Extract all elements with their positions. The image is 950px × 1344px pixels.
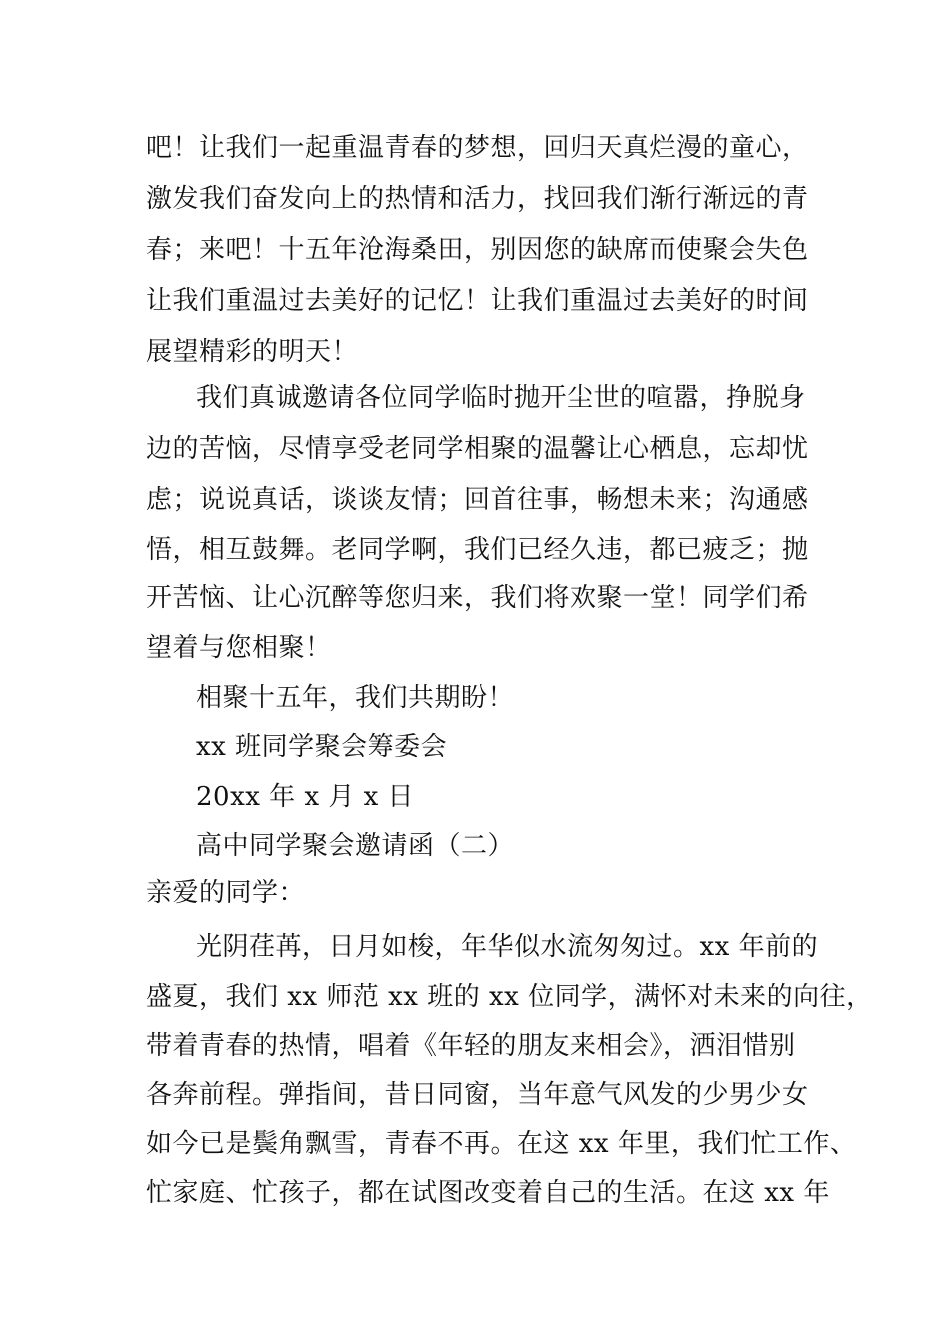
text-line: 吧！让我们一起重温青春的梦想，回归天真烂漫的童心， — [146, 133, 809, 163]
text-line: 悟，相互鼓舞。老同学啊，我们已经久违，都已疲乏；抛 — [146, 535, 809, 565]
paragraph-start-line: 光阴荏苒，日月如梭，年华似水流匆匆过。xx 年前的 — [196, 932, 819, 962]
text-line: 忙家庭、忙孩子，都在试图改变着自己的生活。在这 xx 年 — [146, 1178, 830, 1208]
text-line: 各奔前程。弹指间，昔日同窗，当年意气风发的少男少女 — [146, 1080, 809, 1110]
text-line: 边的苦恼，尽情享受老同学相聚的温馨让心栖息，忘却忧 — [146, 434, 809, 464]
salutation: 亲爱的同学： — [146, 878, 306, 908]
text-line: 望着与您相聚！ — [146, 633, 332, 663]
section-title: 高中同学聚会邀请函（二） — [196, 831, 515, 861]
paragraph-start-line: 我们真诚邀请各位同学临时抛开尘世的喧嚣，挣脱身 — [196, 383, 806, 413]
text-line: 带着青春的热情，唱着《年轻的朋友来相会》，洒泪惜别 — [146, 1031, 796, 1061]
text-line: 让我们重温过去美好的记忆！让我们重温过去美好的时间 — [146, 286, 809, 316]
text-line: 盛夏，我们 xx 师范 xx 班的 xx 位同学，满怀对未来的向往， — [146, 982, 873, 1012]
text-line: 展望精彩的明天！ — [146, 337, 359, 367]
text-line: 春；来吧！十五年沧海桑田，别因您的缺席而使聚会失色 — [146, 235, 809, 265]
closing-line: 相聚十五年，我们共期盼！ — [196, 683, 515, 713]
signature-organization: xx 班同学聚会筹委会 — [196, 732, 448, 762]
text-line: 开苦恼、让心沉醉等您归来，我们将欢聚一堂！同学们希 — [146, 583, 809, 613]
text-line: 虑；说说真话，谈谈友情；回首往事，畅想未来；沟通感 — [146, 485, 809, 515]
text-line: 如今已是鬓角飘雪，青春不再。在这 xx 年里，我们忙工作、 — [146, 1129, 857, 1159]
text-line: 激发我们奋发向上的热情和活力，找回我们渐行渐远的青 — [146, 184, 809, 214]
signature-date: 20xx 年 x 月 x 日 — [196, 782, 415, 812]
